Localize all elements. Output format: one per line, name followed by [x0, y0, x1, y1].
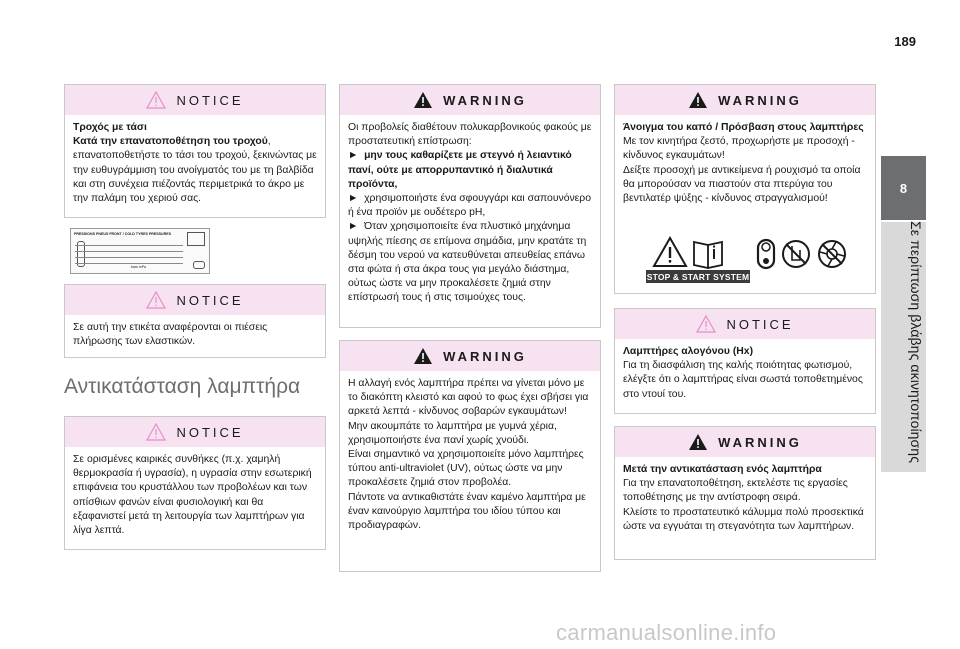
warning-text: Για την επανατοποθέτηση, εκτελέστε τις εργασίες τοποθέτησης με την αντίστροφη σειρά. — [623, 478, 848, 504]
warning-label: WARNING — [443, 92, 527, 108]
notice-box-halogen — [614, 308, 876, 414]
notice-text: , επανατοποθετήστε το τάσι του τροχού, ξεκινώντας με την ευθυγράμμιση του ανοίγματός του με τη βαλβίδα και στη συνέχεια πιέζοντάς περιμετρικά το άκρο με την παλάμη του χεριού σας. — [73, 136, 317, 205]
notice-box-condensation — [64, 416, 326, 550]
label-rule — [75, 251, 183, 252]
warning-triangle-icon — [413, 347, 433, 365]
warning-triangle-icon — [413, 91, 433, 109]
warning-text: Η αλλαγή ενός λαμπτήρα πρέπει να γίνεται μόνο με το διακόπτη κλειστό και αφού το φως έχει σβήσει για αρκετά λεπτά - κίνδυνος σοβαρών εγκαυμάτων! — [348, 378, 589, 418]
warning-triangle-icon — [146, 291, 166, 309]
warning-bullet: Όταν χρησιμοποιείτε ένα πλυστικό μηχάνημα υψηλής πίεσης σε επίμονα σημάδια, μην κρατάτε τη δέσμη του νερού να κατευθύνεται απευθείας επάνω στα φώτα ή στα άκρα τους για μεγάλο διάστημα, ούτως ώστε να μην προκαλέσετε ζημιά στην επίστρωσή τους ή στις τσιμούχες τους. — [348, 221, 587, 304]
warning-label: WARNING — [718, 92, 802, 108]
warning-triangle-icon — [696, 315, 716, 333]
warning-triangle-icon — [688, 433, 708, 451]
notice-text: Σε ορισμένες καιρικές συνθήκες (π.χ. χαμηλή θερμοκρασία ή υγρασία), η υγρασία στην εσωτερική επιφάνεια του κρυστάλλου των προβολέων και των οπίσθιων φανών είναι φυσιολογική και θα εξαφανιστεί μετά τη λειτουργία των λαμπτήρων για λίγα λεπτά. — [73, 454, 312, 537]
warning-text: Δείξτε προσοχή με αντικείμενα ή ρουχισμό τα οποία θα μπορούσαν να πιαστούν στα πτερύγια του βεντιλατέρ ψύξης - κίνδυνος στραγγαλισμού! — [623, 164, 861, 205]
notice-title: Τροχός με τάσι — [73, 122, 147, 133]
warning-text: Με τον κινητήρα ζεστό, προχωρήστε με προσοχή - κίνδυνος εγκαυμάτων! — [623, 136, 855, 162]
warning-triangle-icon — [146, 423, 166, 441]
warning-header — [340, 341, 600, 371]
no-fan-icon — [819, 241, 845, 267]
chapter-title: Σε περίπτωση βλάβης ακινητοποίησης — [908, 220, 924, 464]
manual-book-icon — [694, 242, 722, 268]
safety-pictograms — [646, 236, 860, 286]
tyre-label-units: bars mPa — [131, 265, 146, 269]
notice-header — [65, 417, 325, 447]
notice-header — [65, 285, 325, 315]
warning-text: Πάντοτε να αντικαθιστάτε έναν καμένο λαμπτήρα με έναν καινούργιο λαμπτήρα του ιδίου τύπου και προδιαγραφών. — [348, 491, 586, 532]
warning-box-headlamp-cleaning — [339, 84, 601, 328]
warning-header — [340, 85, 600, 115]
notice-text: Σε αυτή την ετικέτα αναφέρονται οι πιέσεις πλήρωσης των ελαστικών. — [73, 322, 268, 348]
bullet-arrow-icon: ► — [348, 193, 359, 205]
no-hand-icon — [783, 241, 809, 267]
warning-triangle-icon — [146, 91, 166, 109]
notice-box-wheel-trim — [64, 84, 326, 218]
notice-header — [615, 309, 875, 339]
warning-label: WARNING — [443, 348, 527, 364]
tyre-pressure-label-image — [70, 228, 210, 274]
warning-intro: Οι προβολείς διαθέτουν πολυκαρβονικούς φακούς με προστατευτική επίστρωση: — [348, 122, 592, 148]
bullet-arrow-icon: ► — [348, 221, 359, 233]
warning-text: Είναι σημαντικό να χρησιμοποιείτε μόνο λαμπτήρες τύπου anti-ultraviolet (UV), ούτως ώστε να μην προκαλέσετε ζημιά στον προβολέα. — [348, 449, 584, 489]
notice-header — [65, 85, 325, 115]
section-heading: Αντικατάσταση λαμπτήρα — [64, 375, 301, 398]
notice-label: NOTICE — [176, 292, 244, 308]
notice-label: NOTICE — [176, 424, 244, 440]
notice-title: Λαμπτήρες αλογόνου (Hx) — [623, 346, 754, 357]
label-rule — [75, 245, 183, 246]
warning-title: Άνοιγμα του καπό / Πρόσβαση στους λαμπτήρες — [623, 122, 864, 133]
warning-box-bulb-change — [339, 340, 601, 572]
pictogram-icons — [646, 236, 860, 272]
warning-bullet: χρησιμοποιήστε ένα σφουγγάρι και σαπουνόνερο ή ένα προϊόν με ουδέτερο pH, — [348, 193, 591, 219]
watermark-text: carmanualsonline.info — [556, 620, 777, 645]
warning-box-after-replacement — [614, 426, 876, 560]
chapter-number-tab[interactable]: 8 — [881, 156, 926, 220]
warning-title: Μετά την αντικατάσταση ενός λαμπτήρα — [623, 464, 822, 475]
warning-text: Κλείστε το προστατευτικό κάλυμμα πολύ προσεκτικά ώστε να εγγυάται τη στεγανότητα των λαμπτήρων. — [623, 506, 864, 532]
stop-start-system-badge: STOP & START SYSTEM — [646, 271, 750, 282]
hazard-triangle-icon — [654, 238, 686, 266]
warning-label: WARNING — [718, 434, 802, 450]
notice-text: Για τη διασφάλιση της καλής ποιότητας φωτισμού, ελέγξτε ότι ο λαμπτήρας είναι σωστά τοποθετημένος στο ντουί του. — [623, 360, 863, 400]
warning-triangle-icon — [688, 91, 708, 109]
warning-text: Μην ακουμπάτε το λαμπτήρα με γυμνά χέρια, χρησιμοποιήστε ένα πανί χωρίς χνούδι. — [348, 420, 557, 446]
notice-label: NOTICE — [726, 316, 794, 332]
warning-header — [615, 85, 875, 115]
label-rule — [75, 257, 183, 258]
qr-code-icon — [187, 232, 205, 246]
fan-belt-icon — [758, 240, 774, 268]
tyre-label-header: PRESSIONS PNEUS FRONT / COLD TYRES PRESSURES — [74, 232, 172, 236]
notice-box-tyre-label — [64, 284, 326, 358]
label-rule — [75, 263, 183, 264]
notice-label: NOTICE — [176, 92, 244, 108]
bullet-arrow-icon: ► — [348, 150, 359, 162]
notice-subtitle: Κατά την επανατοποθέτηση του τροχού — [73, 136, 268, 148]
warning-header — [615, 427, 875, 457]
page-number: 189 — [894, 34, 916, 49]
pressure-gauge-icon — [193, 261, 205, 269]
warning-bullet: μην τους καθαρίζετε με στεγνό ή λειαντικό πανί, ούτε με απορρυπαντικό ή διαλυτικά προϊόντα, — [348, 150, 572, 190]
